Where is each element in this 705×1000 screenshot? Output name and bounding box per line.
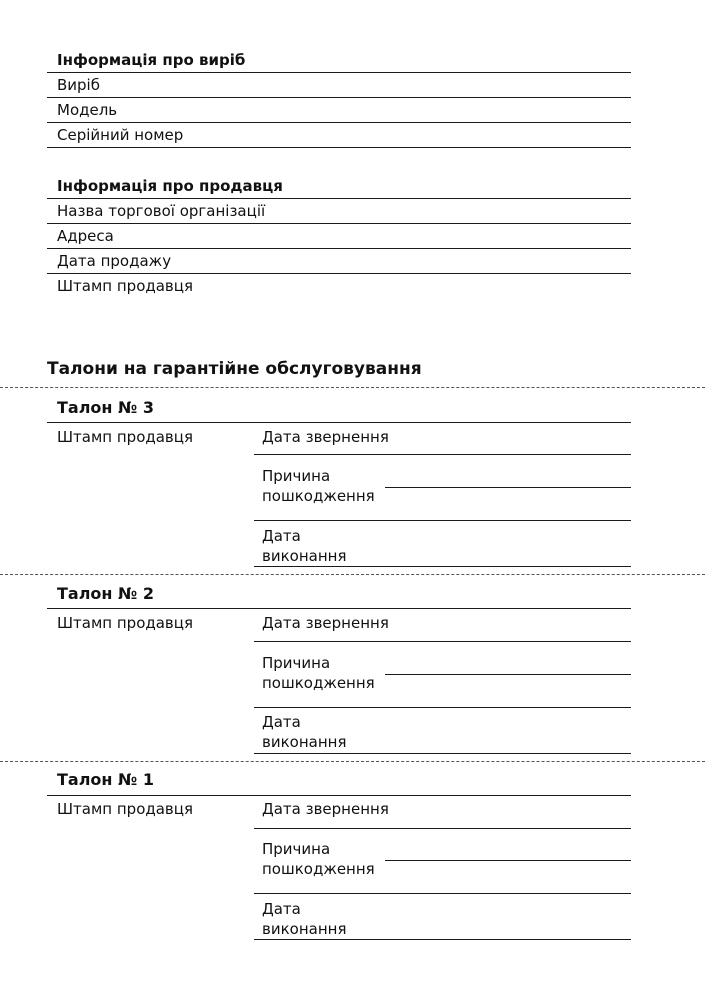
coupon-done-label	[262, 712, 346, 752]
divider	[254, 520, 631, 521]
seller-field-stamp: Штамп продавця	[57, 277, 194, 295]
divider	[47, 147, 631, 148]
coupon-reason-line2: пошкодження	[262, 487, 375, 505]
coupon-stamp-label: Штамп продавця	[57, 800, 194, 818]
divider	[254, 828, 631, 829]
coupon-done-label	[262, 899, 346, 939]
coupon-stamp-label: Штамп продавця	[57, 428, 194, 446]
product-field-item: Виріб	[57, 76, 100, 94]
coupon-done-line1: Дата	[262, 527, 301, 545]
cut-line	[0, 574, 705, 575]
divider	[254, 641, 631, 642]
coupon-title: Талон № 3	[57, 398, 154, 417]
coupon-reason-line1: Причина	[262, 467, 331, 485]
coupon-reason-line1: Причина	[262, 840, 331, 858]
coupon-reason-label	[262, 653, 375, 693]
divider	[254, 893, 631, 894]
seller-info-heading: Інформація про продавця	[57, 177, 283, 195]
coupon-done-line2: виконання	[262, 920, 347, 938]
divider	[47, 273, 631, 274]
divider	[47, 223, 631, 224]
divider	[47, 248, 631, 249]
coupon-done-line1: Дата	[262, 900, 301, 918]
coupon-done-line1: Дата	[262, 713, 301, 731]
divider	[47, 72, 631, 73]
cut-line	[0, 387, 705, 388]
seller-field-address: Адреса	[57, 227, 114, 245]
divider	[254, 753, 631, 754]
divider	[254, 454, 631, 455]
coupon-done-line2: виконання	[262, 547, 347, 565]
coupon-reason-label	[262, 839, 375, 879]
coupon-reason-line2: пошкодження	[262, 860, 375, 878]
coupons-heading: Талони на гарантійне обслуговування	[47, 359, 422, 379]
divider	[47, 795, 631, 796]
product-info-heading: Інформація про виріб	[57, 51, 246, 69]
divider	[254, 707, 631, 708]
seller-field-organization: Назва торгової організації	[57, 202, 266, 220]
coupon-request-date-label: Дата звернення	[262, 428, 389, 446]
coupon-request-date-label: Дата звернення	[262, 614, 389, 632]
coupon-done-line2: виконання	[262, 733, 347, 751]
divider	[47, 198, 631, 199]
seller-field-sale-date: Дата продажу	[57, 252, 172, 270]
coupon-reason-line2: пошкодження	[262, 674, 375, 692]
coupon-title: Талон № 1	[57, 770, 154, 789]
coupon-stamp-label: Штамп продавця	[57, 614, 194, 632]
divider	[254, 566, 631, 567]
coupon-reason-label	[262, 466, 375, 506]
product-field-serial: Серійний номер	[57, 126, 184, 144]
coupon-request-date-label: Дата звернення	[262, 800, 389, 818]
divider	[47, 422, 631, 423]
divider	[47, 122, 631, 123]
reason-fill-line	[385, 487, 631, 488]
coupon-done-label	[262, 526, 346, 566]
divider	[47, 608, 631, 609]
reason-fill-line	[385, 674, 631, 675]
divider	[47, 97, 631, 98]
reason-fill-line	[385, 860, 631, 861]
coupon-reason-line1: Причина	[262, 654, 331, 672]
cut-line	[0, 761, 705, 762]
product-field-model: Модель	[57, 101, 118, 119]
divider	[254, 939, 631, 940]
coupon-title: Талон № 2	[57, 584, 154, 603]
